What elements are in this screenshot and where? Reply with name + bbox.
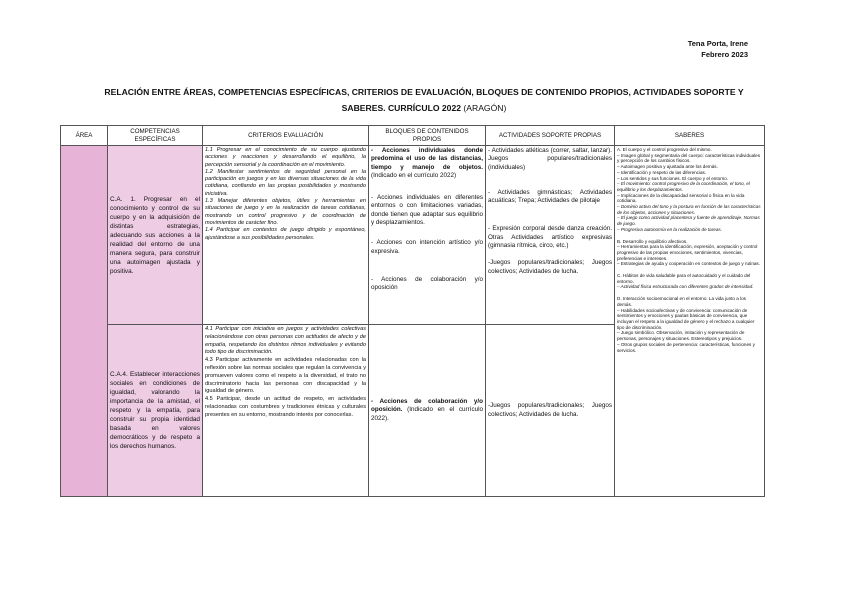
bloque-item: - Acciones con intención artístico y/o expresiva. (371, 239, 483, 255)
header-actividades: ACTIVIDADES SOPORTE PROPIAS (486, 126, 615, 146)
bloques-cell (369, 146, 486, 325)
competencia-text: C.A. 1. Progresar en el conocimiento y control de su cuerpo y en la adquisición de distintas estrategias, adecuando sus acciones a la realidad del entorno de una manera segura, para construir una autoimagen ajustada y positiva. (110, 195, 200, 275)
competencia-text: C.A.4. Establecer interacciones sociales en condiciones de igualdad, valorando la importancia de la amistad, el respeto y la empatía, para construir su propia identidad basada en valores democráticos y de respeto a los derechos humanos. (110, 371, 200, 450)
actividades-cell (486, 146, 615, 325)
criterios-text: 1.1 Progresar en el conocimiento de su cuerpo ajustando acciones y reacciones y desarrollando el equilibrio, la percepción sensorial y la coordinación en el movimiento. 1.2 Manifestar sentimientos de seguridad personal en la participación en juegos y en las diversas situaciones de la vida cotidiana, confiando en las propias posibilidades y mostrando iniciativa. 1.3 Manejar diferentes objetos, útiles y herramientas en situaciones de juego y en la realización de tareas cotidianas, mostrando un control progresivo y de coordinación de movimientos de carácter fino. 1.4 Participar en contextos de juego dirigido y espontáneo, ajustándose a sus posibilidades personales. (205, 147, 366, 241)
header-competencias: COMPETENCIAS ESPECÍFICAS (108, 126, 203, 146)
saberes-text: A. El cuerpo y el control progresivo del mismo. – Imagen global y segmentaria del cuerpo: características individuales y percepción de los cambios físicos. – Autoimagen positiva y ajustada ante los demás. – Identificación y respeto de las diferencias. – Los sentidos y sus funciones. El cuerpo y el entorno. – El movimiento: control progresivo de la coordinación, el tono, el equilibrio y los desplazamientos. – Implicaciones de la discapacidad sensorial o física en la vida cotidiana. – Dominio activo del tono y la postura en función de las características de los objetos, acciones y situaciones. – El juego como actividad placentera y fuente de aprendizaje. Normas de juego. – Progresiva autonomía en la realización de tareas. B. Desarrollo y equilibrio afectivos. – Herramientas para la identificación, expresión, aceptación y control progresivo de las propias emociones, sentimientos, vivencias, preferencias e intereses. – Estrategias de ayuda y cooperación en contextos de juego y rutinas. C. Hábitos de vida saludable para el autocuidado y el cuidado del entorno. – Actividad física estructurada con diferentes grados de intensidad. D. Interacción socioemocional en el entorno. La vida junto a los demás. – Habilidades socioafectivas y de convivencia: comunicación de sentimientos y emociones y pautas básicas de convivencia, que incluyan el respeto a la igualdad de género y el rechazo a cualquier tipo de discriminación. – Juego simbólico. Observación, imitación y representación de personas, personajes y situaciones. Estereotipos y prejuicios. – Otros grupos sociales de pertenencia: características, funciones y servicios. (617, 147, 761, 353)
curriculum-table (60, 125, 765, 497)
actividad-item: - Expresión corporal desde danza creación. Otras Actividades artístico expresivas (gimnasia rítmica, circo, etc.) (488, 225, 612, 250)
bloque-item: - Acciones de colaboración y/o oposición. (Indicado en el currículo 2022). (371, 398, 483, 422)
bloque-item: - Acciones de colaboración y/o oposición (371, 275, 483, 292)
actividad-item: -Juegos populares/tradicionales; Juegos colectivos; Actividades de lucha. (488, 402, 612, 418)
competencia-cell (108, 325, 203, 497)
actividad-item: - Actividades gimnásticas; Actividades acuáticas; Trepa; Actividades de pilotaje (488, 188, 612, 205)
area-cell (61, 146, 108, 497)
author-block (688, 38, 748, 60)
title-line-2-light: (ARAGÓN) (461, 103, 507, 113)
header-bloques: BLOQUES DE CONTENIDOS PROPIOS (369, 126, 486, 146)
header-row (61, 126, 765, 146)
saberes-cell (615, 146, 765, 497)
criterios-cell (203, 325, 369, 497)
actividad-item: - Actividades atléticas (correr, saltar, lanzar). Juegos populares/tradicionales (individuales) (488, 147, 612, 171)
actividades-cell (486, 325, 615, 497)
criterios-cell (203, 146, 369, 325)
author-name: Tena Porta, Irene (687, 39, 748, 48)
criterios-text: 4.1 Participar con iniciativa en juegos y actividades colectivas relacionándose con otras personas con actitudes de afecto y de empatía, respetando los distintos ritmos individuales y evitando todo tipo de discriminación. 4.3 Participar activamente en actividades relacionadas con la reflexión sobre las normas sociales que regulan la convivencia y promueven valores como el respeto a la diversidad, el trato no discriminatorio hacia las personas con discapacidad y la igualdad de género. 4.5 Participar, desde un actitud de respeto, en actividades relacionadas con costumbres y tradiciones étnicas y culturales presentes en su entorno, mostrando interés por conocerlas. (205, 326, 366, 418)
bloque-item: - Acciones individuales en diferentes entornos o con limitaciones variadas, donde tienen que adaptar sus equilibrio y desplazamientos. (371, 194, 483, 227)
competencia-cell (108, 146, 203, 325)
header-area: ÁREA (61, 126, 108, 146)
document-title (60, 84, 788, 116)
bloque-item: - Acciones individuales donde predomina el uso de las distancias, tiempo y manejo de objetos. (Indicado en el currículo 2022) (371, 147, 483, 179)
title-line-2 (60, 100, 788, 116)
title-line-2-bold: SABERES. CURRÍCULO 2022 (341, 103, 462, 113)
author-date: Febrero 2023 (701, 50, 748, 59)
title-line-1: RELACIÓN ENTRE ÁREAS, COMPETENCIAS ESPECÍFICAS, CRITERIOS DE EVALUACIÓN, BLOQUES DE CONTENIDO PROPIOS, ACTIVIDADES SOPORTE Y (104, 87, 744, 97)
actividad-item: -Juegos populares/tradicionales; Juegos colectivos; Actividades de lucha. (488, 259, 612, 275)
table-row (61, 146, 765, 325)
header-saberes: SABERES (615, 126, 765, 146)
header-criterios: CRITERIOS EVALUACIÓN (203, 126, 369, 146)
bloques-cell (369, 325, 486, 497)
